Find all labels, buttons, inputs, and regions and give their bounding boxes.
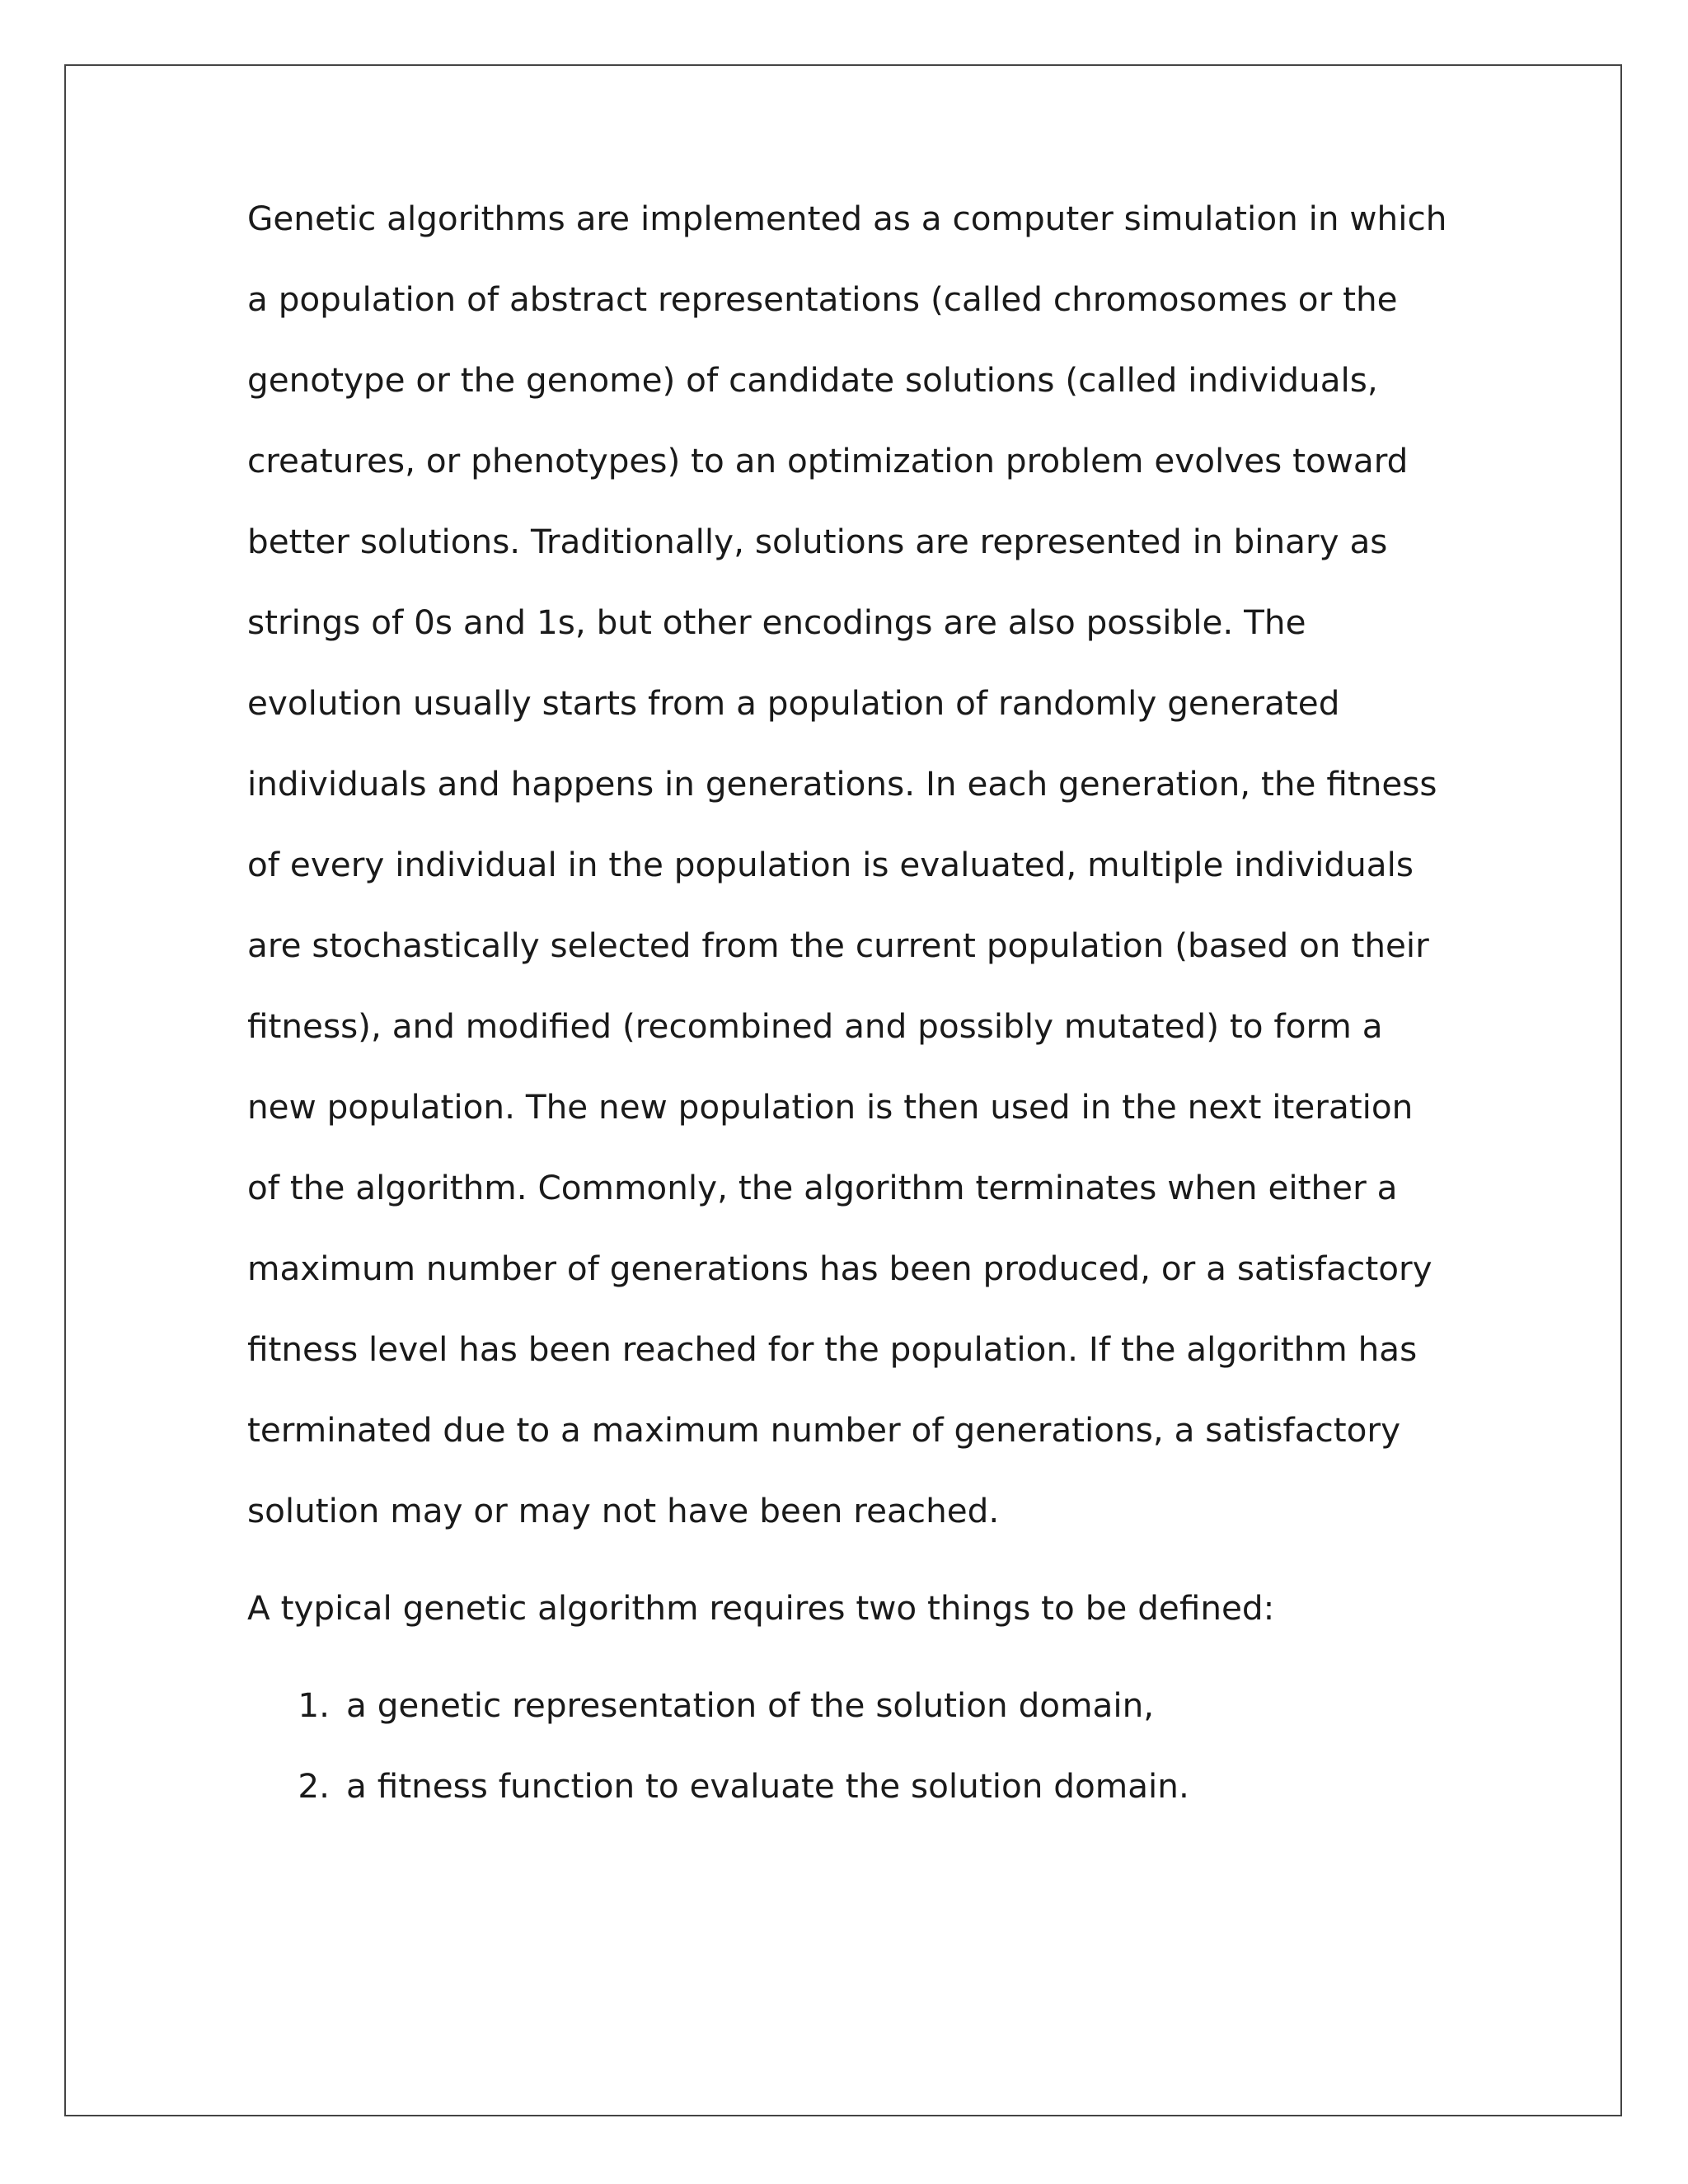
text-line: strings of 0s and 1s, but other encodings are also possible. The — [247, 602, 1306, 642]
text-line: Genetic algorithms are implemented as a computer simulation in which — [247, 199, 1447, 238]
text-line: terminated due to a maximum number of generations, a satisfactory — [247, 1410, 1401, 1450]
text-line: solution may or may not have been reached. — [247, 1491, 1000, 1530]
text-line: of the algorithm. Commonly, the algorithm terminates when either a — [247, 1168, 1398, 1207]
text-line: individuals and happens in generations. In each generation, the fitness — [247, 764, 1437, 804]
requirements-list — [247, 1676, 1467, 1838]
list-text: a genetic representation of the solution domain, — [346, 1685, 1155, 1725]
paragraph-gap — [247, 1563, 1467, 1579]
text-line: are stochastically selected from the current population (based on their — [247, 926, 1429, 965]
document-body — [247, 190, 1467, 1838]
text-line: a population of abstract representations (called chromosomes or the — [247, 279, 1398, 319]
list-item — [247, 1757, 1467, 1838]
text-line: fitness), and modified (recombined and possibly mutated) to form a — [247, 1006, 1383, 1046]
paragraph-2: A typical genetic algorithm requires two things to be defined: — [247, 1588, 1275, 1628]
text-line: fitness level has been reached for the population. If the algorithm has — [247, 1329, 1418, 1369]
text-line: better solutions. Traditionally, solutions are represented in binary as — [247, 522, 1388, 561]
list-number: 1. — [298, 1685, 330, 1725]
text-line: of every individual in the population is evaluated, multiple individuals — [247, 845, 1414, 884]
list-number: 2. — [298, 1766, 330, 1806]
list-item — [247, 1676, 1467, 1757]
list-text: a fitness function to evaluate the solution domain. — [346, 1766, 1189, 1806]
paragraph-gap — [247, 1660, 1467, 1676]
text-line: new population. The new population is then used in the next iteration — [247, 1087, 1414, 1127]
paragraph-1 — [247, 190, 1467, 1563]
text-line: evolution usually starts from a population of randomly generated — [247, 683, 1340, 723]
text-line: creatures, or phenotypes) to an optimization problem evolves toward — [247, 441, 1409, 480]
text-line: maximum number of generations has been produced, or a satisfactory — [247, 1249, 1432, 1288]
text-line: genotype or the genome) of candidate solutions (called individuals, — [247, 360, 1378, 400]
